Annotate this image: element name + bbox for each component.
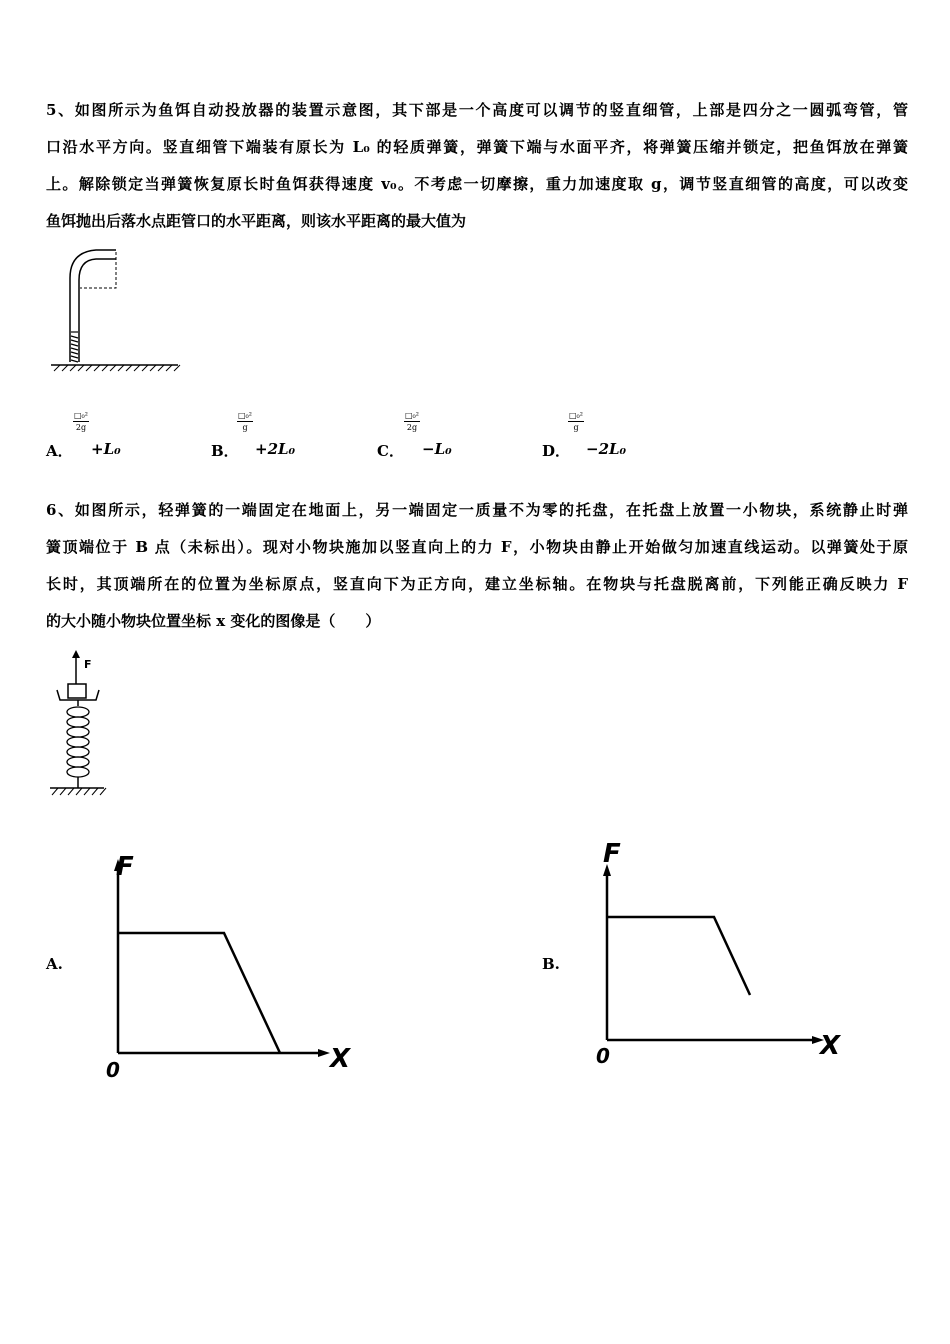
option-b-tail: +2L₀ [255,440,296,458]
option-d-tail: −2L₀ [586,440,627,458]
q6-line-2: 簧顶端位于 B 点（未标出）。现对小物块施加以竖直向上的力 F，小物块由静止开始做匀加速直线运动。以弹簧处于原 [46,538,908,556]
graph-b [590,838,860,1073]
q5-line-3: 上。解除锁定当弹簧恢复原长时鱼饵获得速度 v₀。不考虑一切摩擦，重力加速度取 g，调节竖直细管的高度，可以改变 [46,175,908,193]
option-d-label: D． [542,442,571,460]
graph-b-y-label: F [603,839,621,869]
graph-b-label[interactable]: B. [542,955,560,973]
q6-line-4: 的大小随小物块位置坐标 x 变化的图像是（ ） [46,612,381,630]
graph-a-label[interactable]: A. [46,955,63,973]
spring-tray-diagram [48,648,108,803]
option-c-label: C． [377,442,404,460]
option-b-fraction: □₀² g [238,411,252,432]
graph-a-x-label: X [330,1044,351,1074]
question-5-text [46,92,908,240]
option-a-tail: +L₀ [91,440,121,458]
graph-a-y-label: F [116,852,134,882]
q5-line-4: 鱼饵抛出后落水点距管口的水平距离，则该水平距离的最大值为 [46,212,467,230]
graph-b-x-label: X [820,1031,841,1061]
option-b-label: B． [211,442,239,460]
q5-line-1: 5、如图所示为鱼饵自动投放器的装置示意图，其下部是一个高度可以调节的竖直细管，上部是四分之一圆弧弯管，管 [46,101,908,119]
bait-launcher-diagram [48,240,183,375]
option-d-fraction: □₀² g [569,411,583,432]
q5-line-2: 口沿水平方向。竖直细管下端装有原长为 L₀ 的轻质弹簧，弹簧下端与水面平齐，将弹簧压缩并锁定，把鱼饵放在弹簧 [46,138,908,156]
q6-line-3: 长时，其顶端所在的位置为坐标原点，竖直向下为正方向，建立坐标轴。在物块与托盘脱离前，下列能正确反映力 F [46,575,908,593]
q6-line-1: 6、如图所示，轻弹簧的一端固定在地面上，另一端固定一质量不为零的托盘，在托盘上放置一小物块，系统静止时弹 [46,501,908,519]
question-6-text [46,492,908,640]
option-a-label: A． [46,442,73,460]
graph-a [100,845,360,1080]
option-c-fraction: □₀² 2g [405,411,419,432]
option-c-tail: −L₀ [422,440,452,458]
graph-a-origin: 0 [106,1058,120,1082]
graph-b-origin: 0 [596,1044,610,1068]
force-label: F [84,658,92,671]
option-a-fraction: □₀² 2g [74,411,88,432]
